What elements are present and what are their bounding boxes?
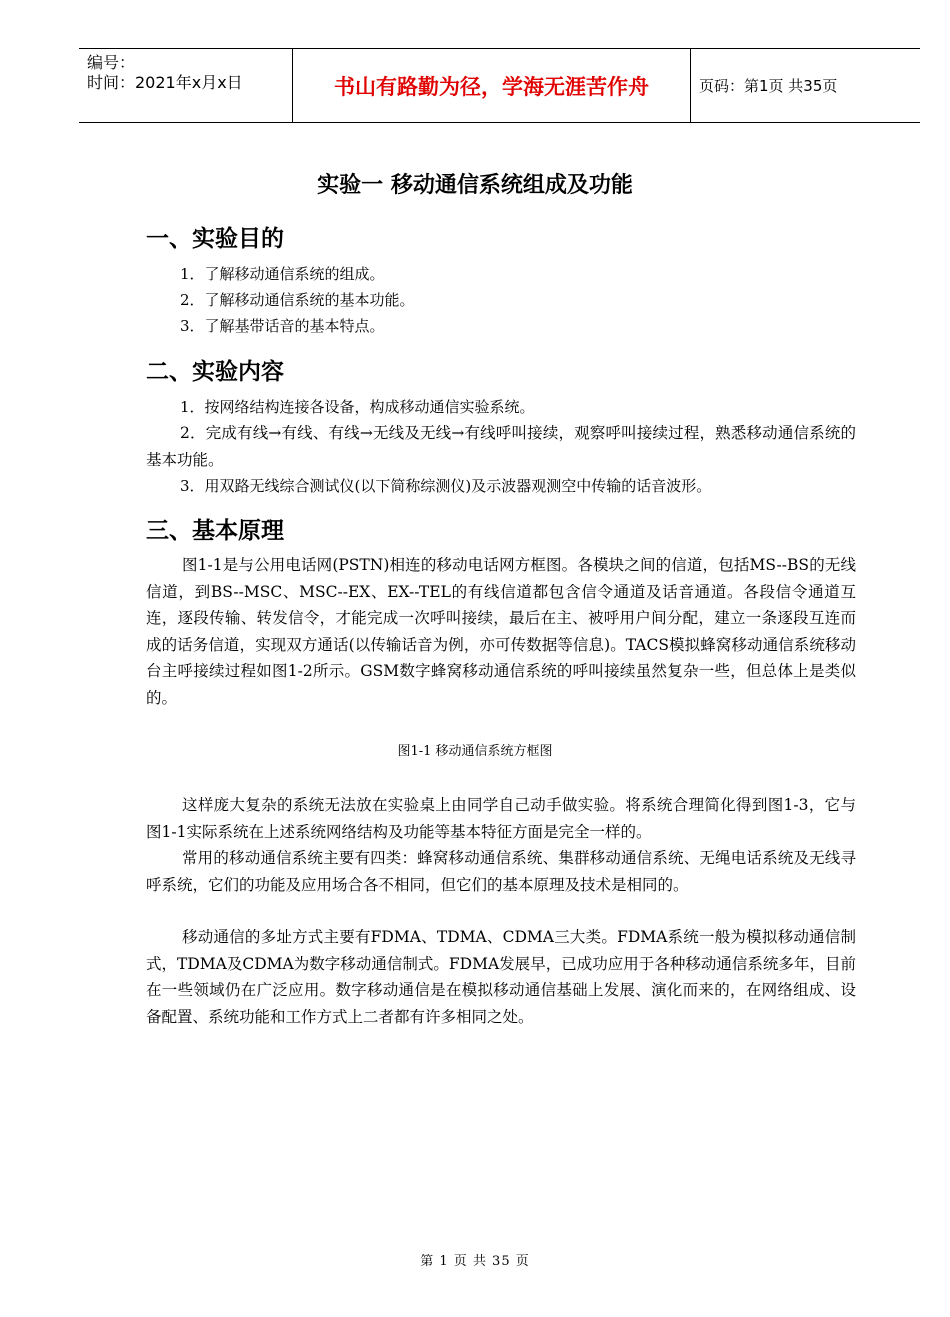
paragraph-principle-2: 这样庞大复杂的系统无法放在实验桌上由同学自己动手做实验。将系统合理简化得到图1-3，它与图1-1实际系统在上述系统网络结构及功能等基本特征方面是完全一样的。	[146, 796, 856, 841]
paragraph-principle-3: 常用的移动通信系统主要有四类：蜂窝移动通信系统、集群移动通信系统、无绳电话系统及无线寻呼系统，它们的功能及应用场合各不相同，但它们的基本原理及技术是相同的。	[146, 849, 856, 894]
paragraph-principle-4: 移动通信的多址方式主要有FDMA、TDMA、CDMA三大类。FDMA系统一般为模拟移动通信制式，TDMA及CDMA为数字移动通信制式。FDMA发展早，已成功应用于各种移动通信系统多年，目前在一些领域仍在广泛应用。数字移动通信是在模拟移动通信基础上发展、演化而来的，在网络组成、设备配置、系统功能和工作方式上二者都有许多相同之处。	[146, 928, 856, 1026]
list-item: 3．了解基带话音的基本特点。	[180, 317, 385, 335]
header-motto: 书山有路勤为径，学海无涯苦作舟	[293, 49, 691, 122]
header-number-label: 编号：	[87, 53, 136, 72]
list-item: 1．了解移动通信系统的组成。	[180, 265, 385, 283]
header-table	[79, 48, 920, 123]
section-heading-purpose: 一、实验目的	[146, 226, 284, 252]
list-item: 3．用双路无线综合测试仪(以下简称综测仪)及示波器观测空中传输的话音波形。	[180, 477, 712, 495]
paragraph-principle-1: 图1-1是与公用电话网(PSTN)相连的移动电话网方框图。各模块之间的信道，包括MS--BS的无线信道，到BS--MSC、MSC--EX、EX--TEL的有线信道都包含信令通道及话音通道。各段信令通道互连，逐段传输、转发信令，才能完成一次呼叫接续，最后在主、被呼用户间分配，建立一条逐段互连而成的话务信道，实现双方通话(以传输话音为例，亦可传数据等信息)。TACS模拟蜂窝移动通信系统移动台主呼接续过程如图1-2所示。GSM数字蜂窝移动通信系统的呼叫接续虽然复杂一些，但总体上是类似的。	[146, 556, 856, 707]
header-time-label: 时间：2021年x月x日	[87, 73, 243, 92]
list-item: 2．完成有线→有线、有线→无线及无线→有线呼叫接续，观察呼叫接续过程，熟悉移动通信系统的基本功能。	[146, 424, 856, 469]
list-item: 1．按网络结构连接各设备，构成移动通信实验系统。	[180, 398, 535, 416]
section-heading-content: 二、实验内容	[146, 359, 284, 385]
page-footer: 第 1 页 共 35 页	[420, 1254, 530, 1269]
header-meta-cell	[79, 49, 293, 122]
list-item: 2．了解移动通信系统的基本功能。	[180, 291, 415, 309]
section-heading-principle: 三、基本原理	[146, 518, 284, 544]
header-page-info: 页码：第1页 共35页	[699, 77, 838, 95]
document-title: 实验一 移动通信系统组成及功能	[317, 173, 633, 198]
figure-caption: 图1-1 移动通信系统方框图	[397, 744, 553, 759]
